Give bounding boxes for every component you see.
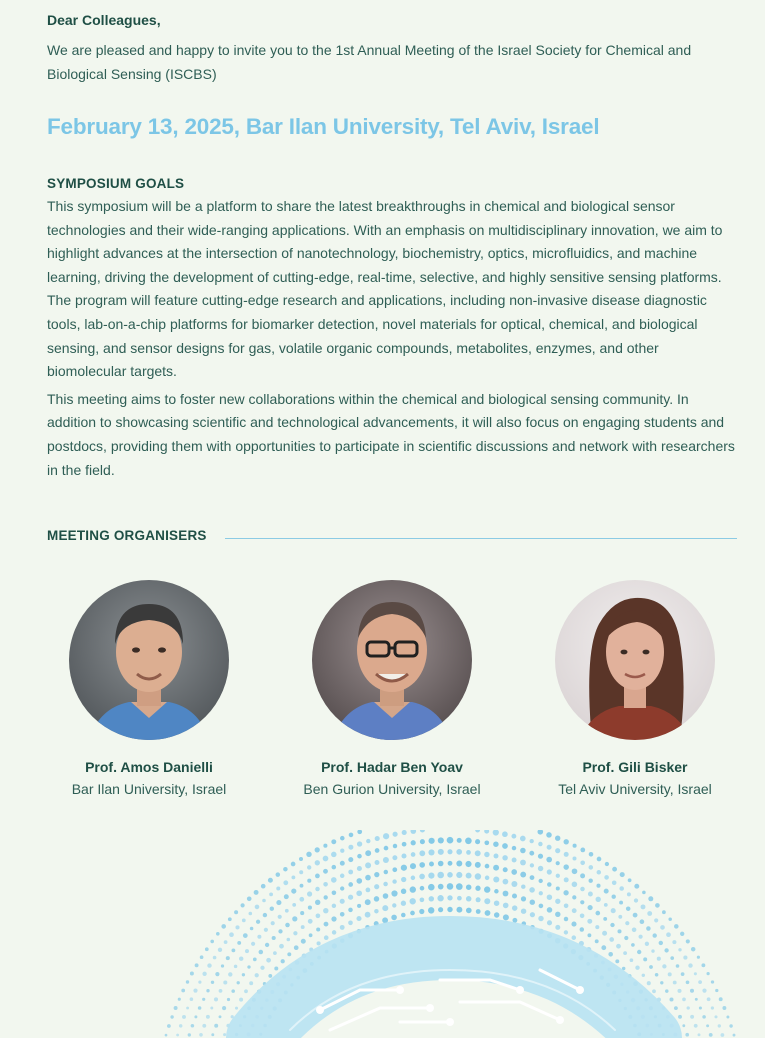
portrait-photo-icon <box>69 580 229 740</box>
organiser-affiliation: Tel Aviv University, Israel <box>558 781 712 797</box>
organiser-card <box>525 580 745 797</box>
greeting: Dear Colleagues, <box>47 12 161 28</box>
organiser-photo <box>69 580 229 740</box>
goals-paragraph-1: This symposium will be a platform to share the latest breakthroughs in chemical and biological sensor technologies and their wide-ranging applications. With an emphasis on multidisciplinary innovation, we aim to highlight advances at the intersection of nanotechnology, biochemistry, optics, microfluidics, and machine learning, driving the development of cutting-edge, real-time, selective, and highly sensitive sensing platforms. The program will feature cutting-edge research and applications, including non-invasive disease diagnostic tools, lab-on-a-chip platforms for biomarker detection, novel materials for optical, chemical, and biological sensing, and sensor designs for gas, volatile organic compounds, metabolites, enzymes, and other biomolecular targets. <box>47 198 723 380</box>
organiser-name: Prof. Gili Bisker <box>582 759 688 775</box>
organiser-name: Prof. Amos Danielli <box>85 759 213 775</box>
heading-divider <box>225 538 737 540</box>
organiser-card <box>282 580 502 797</box>
organiser-affiliation: Bar Ilan University, Israel <box>71 781 227 797</box>
organiser-photo <box>555 580 715 740</box>
goals-paragraph-2: This meeting aims to foster new collaborations within the chemical and biological sensing community. In addition to showcasing scientific and technological advancements, it will also focus on engaging students and postdocs, providing them with opportunities to participate in scientific discussions and network with researchers in the field. <box>47 390 735 478</box>
event-date-location: February 13, 2025, Bar Ilan University, Tel Aviv, Israel <box>47 114 600 139</box>
organisers-list <box>0 580 765 820</box>
letter-body <box>47 8 737 482</box>
intro-paragraph: We are pleased and happy to invite you to the 1st Annual Meeting of the Israel Society for Chemical and Biological Sensing (ISCBS) <box>47 42 692 82</box>
symposium-goals-heading: SYMPOSIUM GOALS <box>47 176 185 191</box>
organisers-header <box>47 528 737 543</box>
organiser-photo <box>312 580 472 740</box>
decorative-circuit-arc-icon <box>0 830 765 1038</box>
organiser-name: Prof. Hadar Ben Yoav <box>321 759 463 775</box>
portrait-photo-icon <box>555 580 715 740</box>
organiser-card <box>39 580 259 797</box>
portrait-photo-icon <box>312 580 472 740</box>
organiser-affiliation: Ben Gurion University, Israel <box>303 781 481 797</box>
meeting-organisers-heading: MEETING ORGANISERS <box>47 528 207 543</box>
